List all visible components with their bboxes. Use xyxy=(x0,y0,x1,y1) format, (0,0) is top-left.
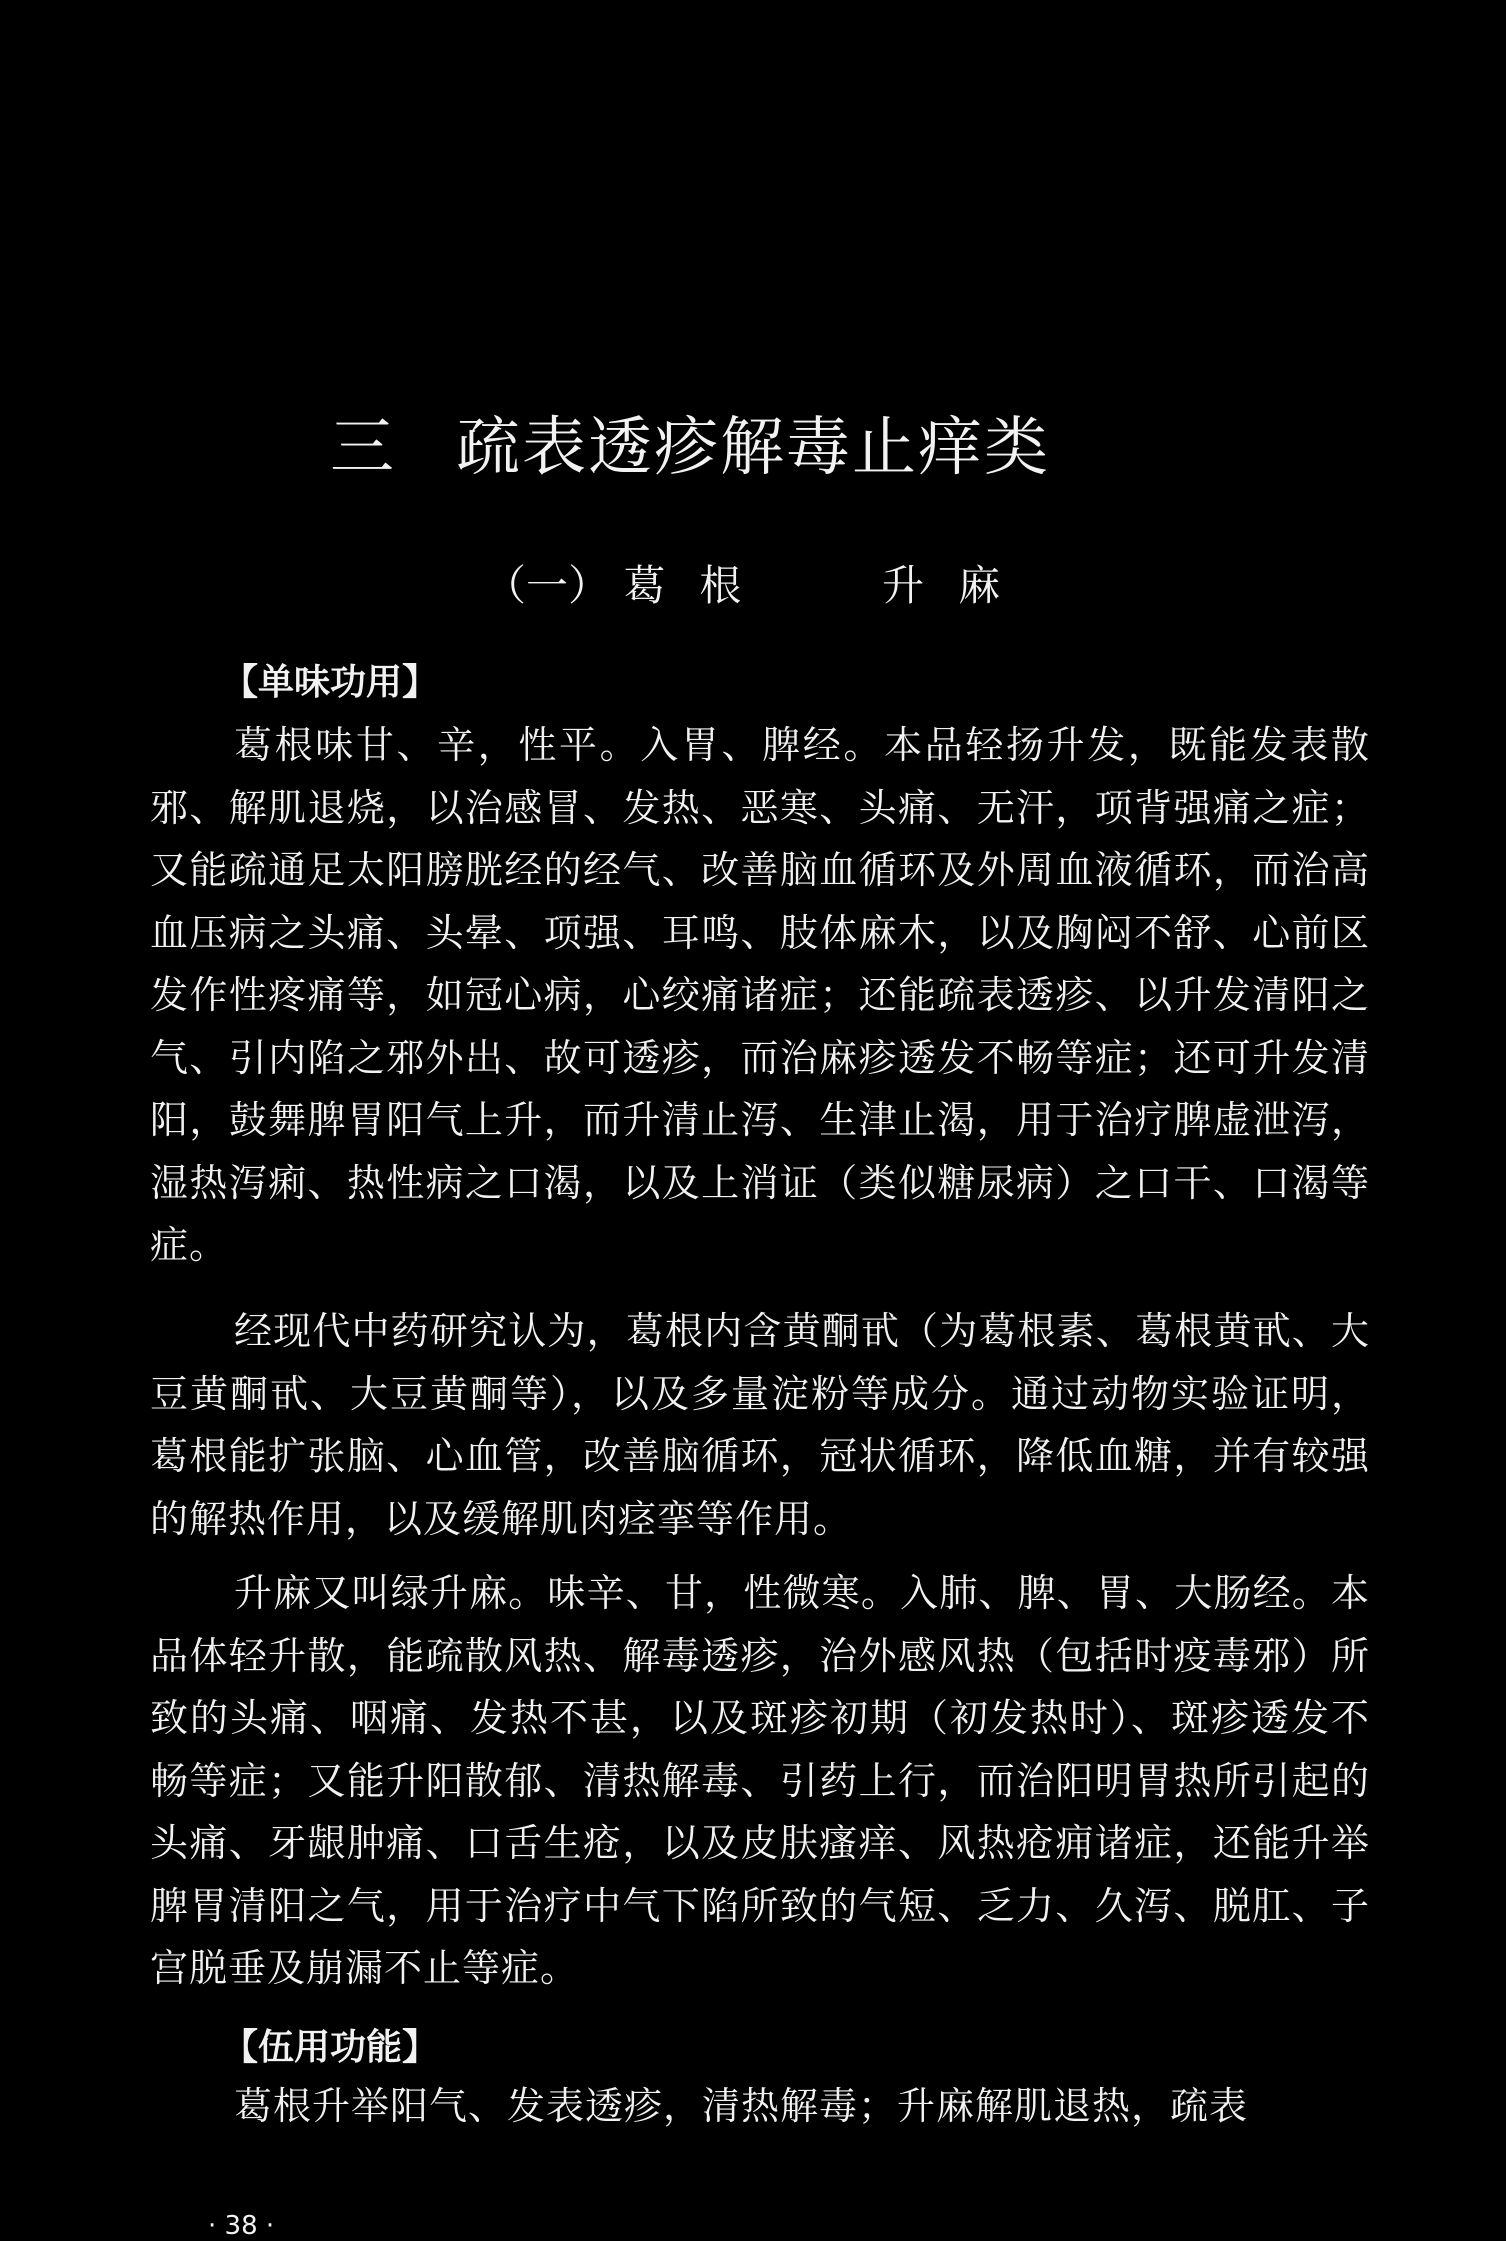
heading-single-use: 【单味功用】 xyxy=(222,662,439,703)
heading-combined-use: 【伍用功能】 xyxy=(222,2027,439,2068)
section-title xyxy=(484,556,1034,616)
chapter-title xyxy=(330,408,1050,488)
chapter-title-text: 疏表透疹解毒止痒类 xyxy=(456,411,1050,485)
page-number: · 38 · xyxy=(208,2211,275,2241)
chapter-number: 三 xyxy=(330,411,396,485)
paragraph-modern-research: 经现代中药研究认为，葛根内含黄酮甙（为葛根素、葛根黄甙、大豆黄酮甙、大豆黄酮等），以及多量淀粉等成分。通过动物实验证明，葛根能扩张脑、心血管，改善脑循环，冠状循环，降低血糖，并有较强的解热作用，以及缓解肌肉痉挛等作用。 xyxy=(150,1309,1370,1541)
section-herb-2: 升麻 xyxy=(882,561,1035,610)
paragraph-combined: 葛根升举阳气、发表透疹，清热解毒；升麻解肌退热，疏表 xyxy=(234,2084,1249,2128)
paragraph-gegen: 葛根味甘、辛，性平。入胃、脾经。本品轻扬升发，既能发表散邪、解肌退烧，以治感冒、发热、恶寒、头痛、无汗，项背强痛之症；又能疏通足太阳膀胱经的经气、改善脑血循环及外周血液循环，而治高血压病之头痛、头晕、项强、耳鸣、肢体麻木，以及胸闷不舒、心前区发作性疼痛等，如冠心病，心绞痛诸症；还能疏表透疹、以升发清阳之气、引内陷之邪外出、故可透疹，而治麻疹透发不畅等症；还可升发清阳，鼓舞脾胃阳气上升，而升清止泻、生津止渴，用于治疗脾虚泄泻，湿热泻痢、热性病之口渴，以及上消证（类似糖尿病）之口干、口渴等症。 xyxy=(150,723,1370,1267)
section-index: （一） xyxy=(484,561,611,610)
section-herb-1: 葛根 xyxy=(623,561,776,610)
paragraph-shengma: 升麻又叫绿升麻。味辛、甘，性微寒。入肺、脾、胃、大肠经。本品体轻升散，能疏散风热、解毒透疹，治外感风热（包括时疫毒邪）所致的头痛、咽痛、发热不甚，以及斑疹初期（初发热时）、斑疹透发不畅等症；又能升阳散郁、清热解毒、引药上行，而治阳明胃热所引起的头痛、牙龈肿痛、口舌生疮，以及皮肤瘙痒、风热疮痈诸症，还能升举脾胃清阳之气，用于治疗中气下陷所致的气短、乏力、久泻、脱肛、子宫脱垂及崩漏不止等症。 xyxy=(150,1571,1370,1990)
